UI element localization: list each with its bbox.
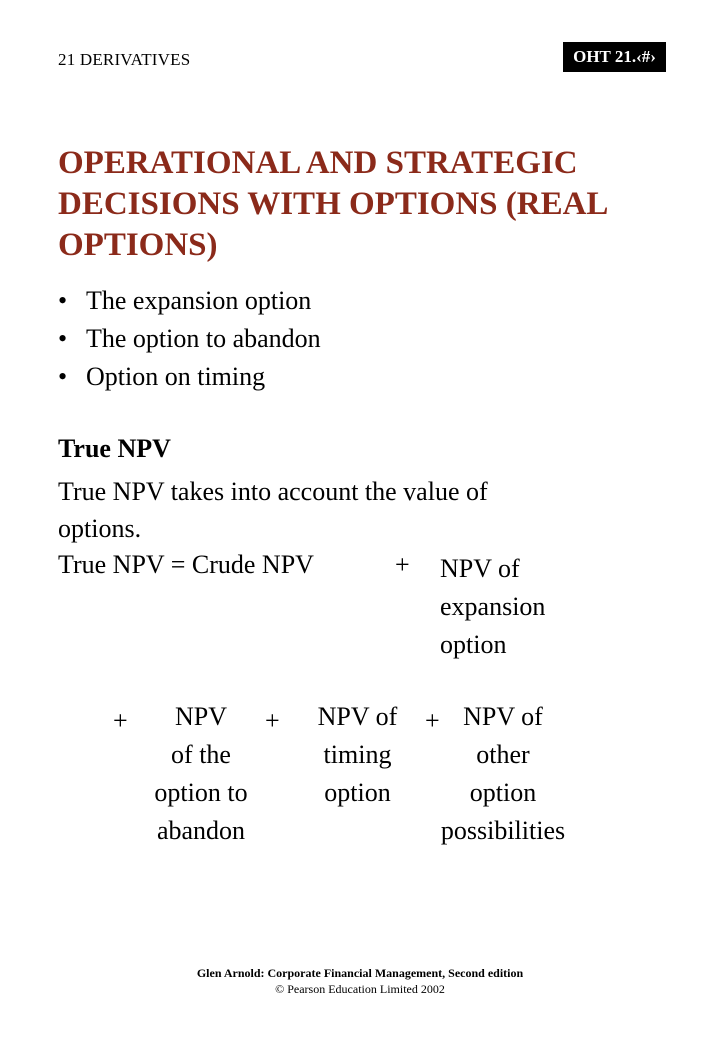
slide-number-badge: OHT 21.‹#› [563, 42, 666, 72]
description-line: options. [58, 514, 142, 543]
term-line: NPV of [317, 702, 398, 731]
footer-book-title: Glen Arnold: Corporate Financial Management, Second edition [196, 966, 524, 980]
term-other-options [428, 698, 578, 850]
footer [0, 965, 720, 997]
equation-left-side: True NPV = Crude NPV [58, 550, 314, 579]
list-item [58, 282, 658, 320]
list-item-text: The expansion option [86, 286, 312, 315]
plus-sign: + [395, 550, 410, 579]
chapter-label: 21 DERIVATIVES [58, 50, 191, 69]
plus-sign: + [425, 706, 440, 735]
term-line: abandon [156, 816, 246, 845]
term-expansion-option [440, 550, 545, 664]
true-npv-description [58, 473, 618, 547]
term-line: timing [323, 740, 392, 769]
term-line: option to [154, 778, 248, 807]
title-line: DECISIONS WITH OPTIONS (REAL [58, 186, 609, 222]
bullet-icon: • [58, 324, 68, 353]
bullet-icon: • [58, 286, 68, 315]
page-title [58, 143, 658, 266]
title-line: OPERATIONAL AND STRATEGIC [58, 145, 578, 181]
term-line: option [440, 630, 507, 659]
title-line: OPTIONS) [58, 227, 218, 263]
term-line: NPV [174, 702, 227, 731]
term-line: expansion [440, 592, 546, 621]
term-line: other [476, 740, 530, 769]
term-line: NPV of [463, 702, 543, 731]
term-line: of the [171, 740, 231, 769]
list-item [58, 358, 658, 396]
list-item-text: The option to abandon [86, 324, 321, 353]
term-line: option [469, 778, 537, 807]
term-line: possibilities [440, 816, 566, 845]
option-types-list [58, 282, 658, 396]
term-line: NPV of [440, 554, 520, 583]
plus-sign: + [265, 706, 280, 735]
term-abandon-option [131, 698, 271, 850]
list-item-text: Option on timing [86, 362, 266, 391]
term-timing-option [295, 698, 420, 812]
list-item [58, 320, 658, 358]
bullet-icon: • [58, 362, 68, 391]
plus-sign: + [113, 706, 128, 735]
term-line: option [324, 778, 391, 807]
true-npv-heading: True NPV [58, 434, 171, 463]
description-line: True NPV takes into account the value of [58, 477, 488, 506]
footer-copyright: © Pearson Education Limited 2002 [275, 982, 445, 996]
